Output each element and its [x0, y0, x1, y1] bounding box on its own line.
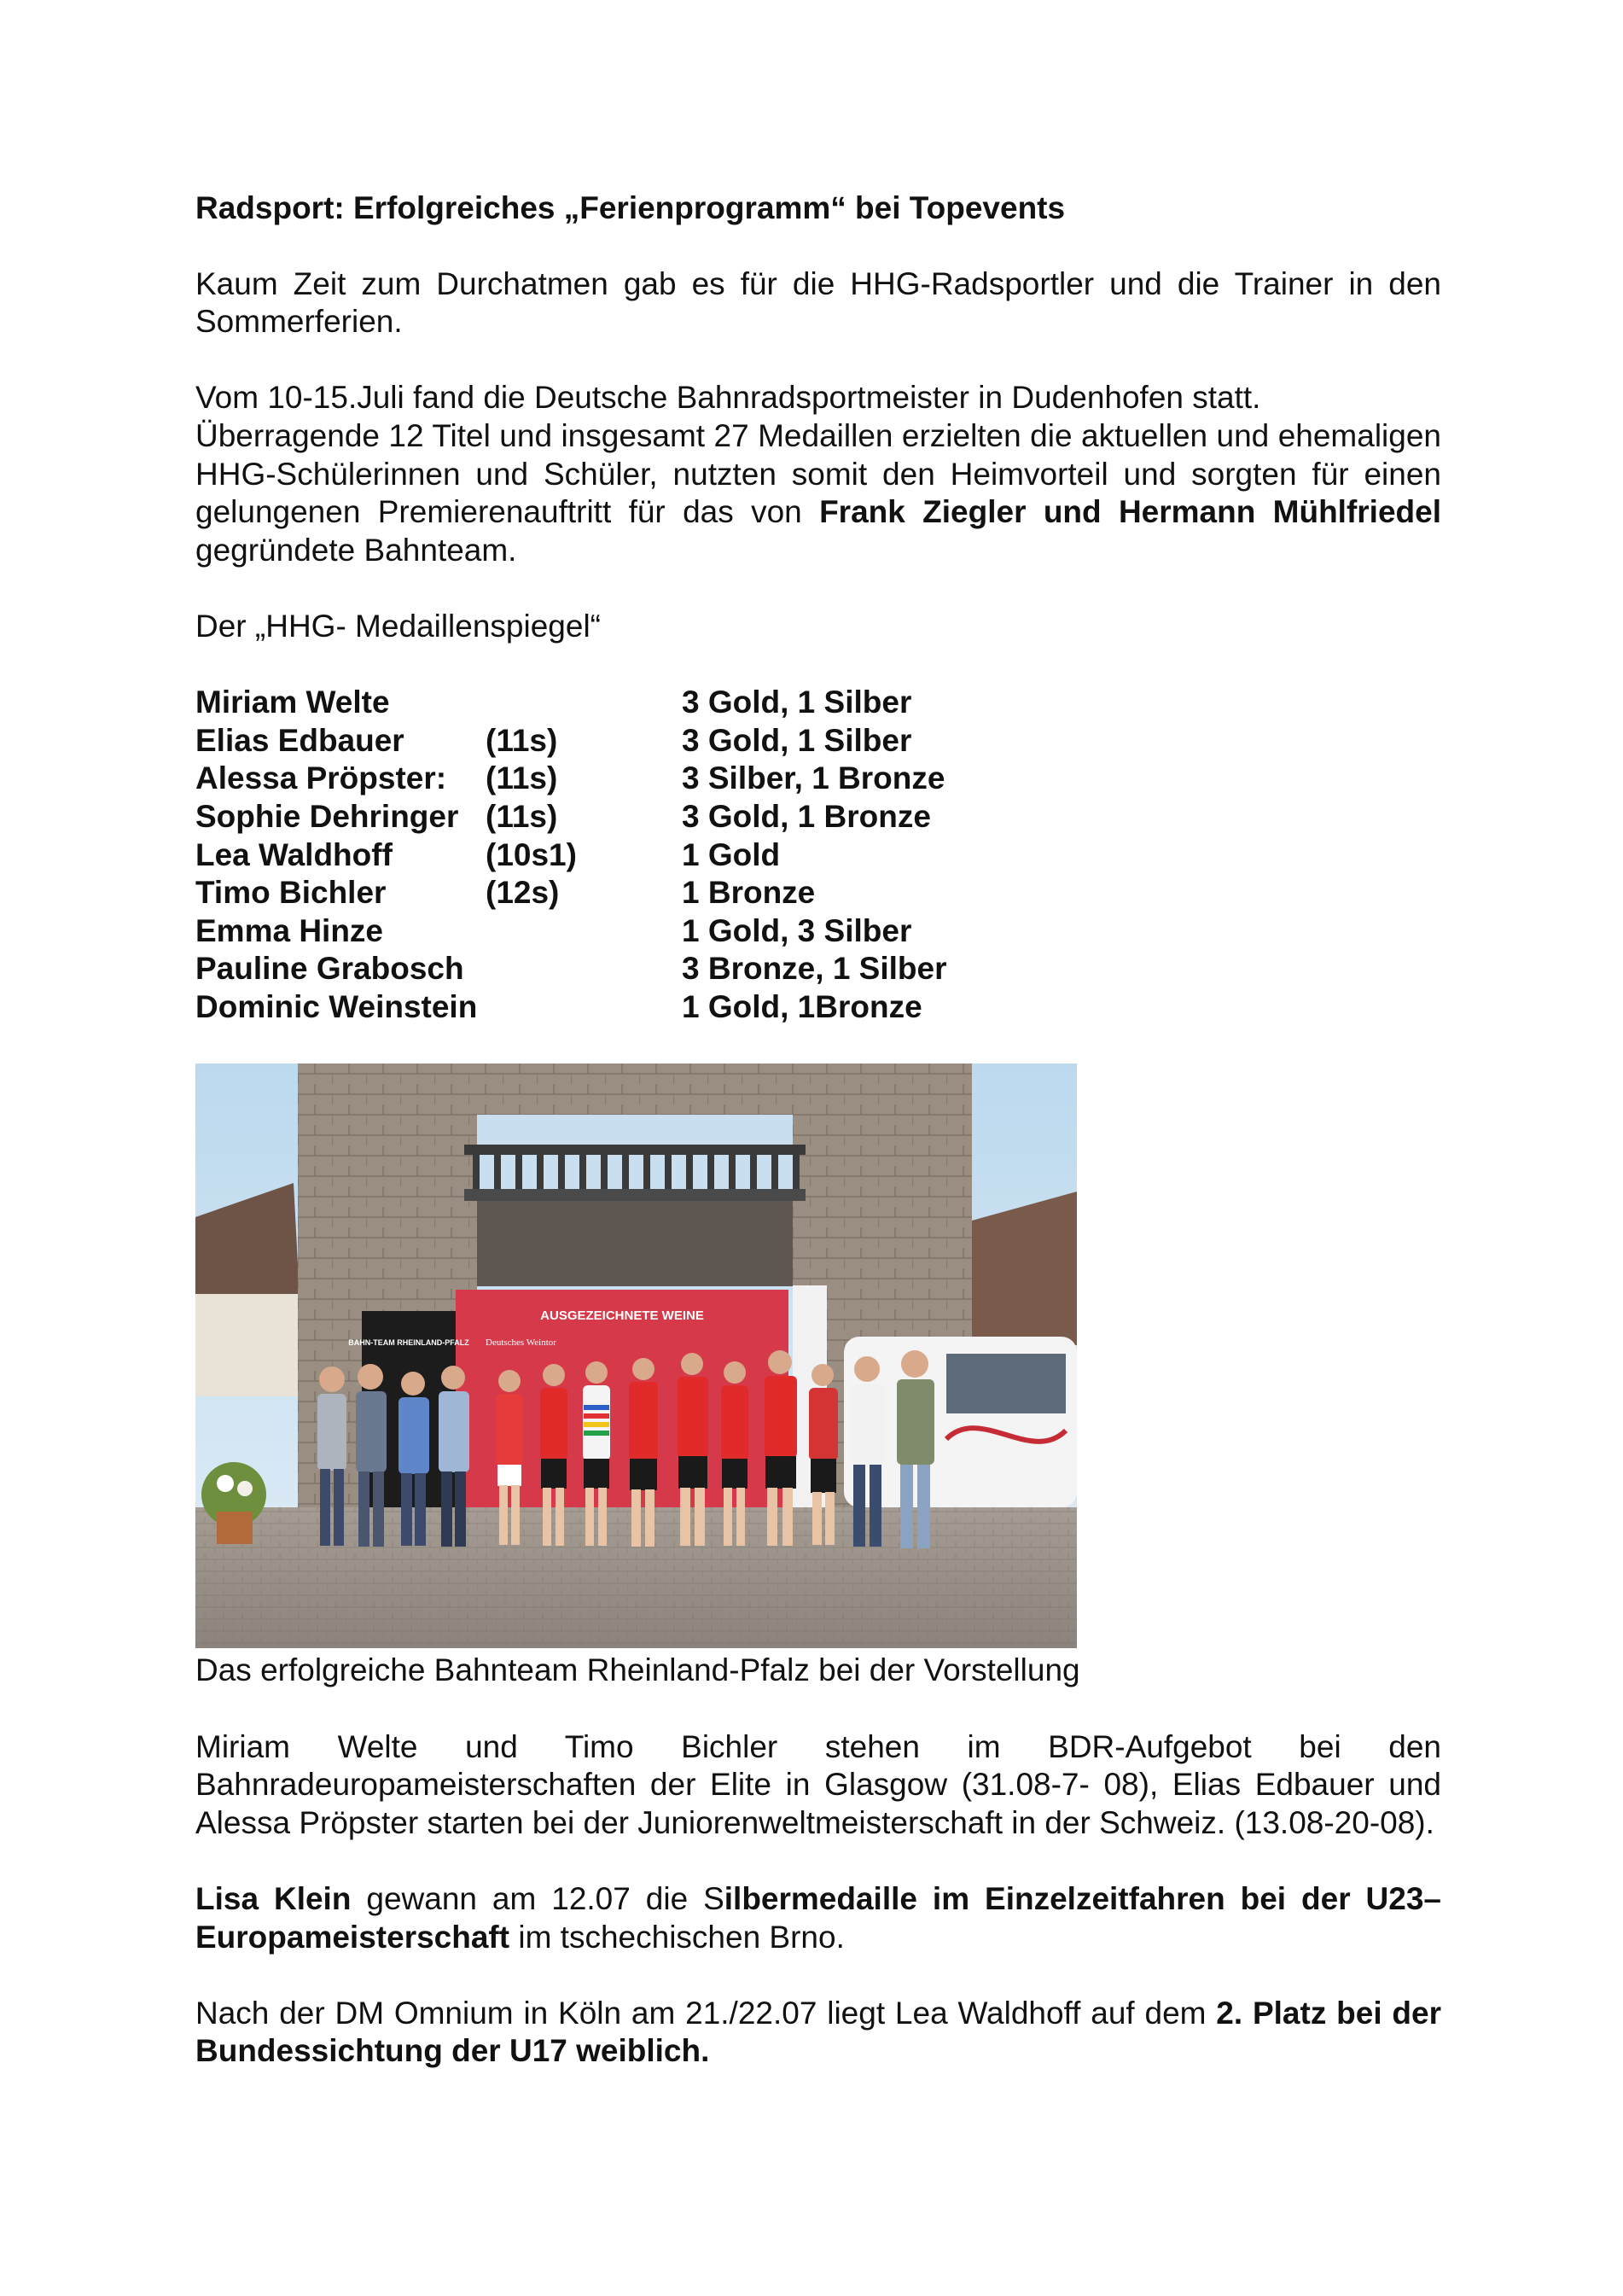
intro-paragraph: Kaum Zeit zum Durchatmen gab es für die HHG-Radsportler und die Trainer in den Sommerferien.	[195, 265, 1441, 340]
klein-text-a: gewann am 12.07 die S	[351, 1881, 724, 1917]
medal-result: 3 Gold, 1 Silber	[682, 685, 912, 720]
waldhoff-ranking: 2. Platz bei der Bundessichtung der U17 weiblich.	[195, 1995, 1441, 2069]
dm-first-line: Vom 10-15.Juli fand die Deutsche Bahnradsportmeister in Dudenhofen statt.	[195, 380, 1261, 416]
article	[195, 189, 1441, 2071]
athlete-name: Emma Hinze	[195, 912, 384, 948]
flower-pot	[217, 1512, 253, 1544]
left-house	[195, 1294, 302, 1396]
athlete-class	[486, 912, 682, 951]
em-paragraph: Miriam Welte und Timo Bichler stehen im BDR-Aufgebot bei den Bahnradeuropameisterschaften der Elite in Glasgow (31.08-7- 08), Elias Edbauer und Alessa Pröpster starten bei der Juniorenweltmeisterschaft in der Schweiz. (13.08-20-08).	[195, 1728, 1441, 1840]
dm-paragraph	[195, 417, 1441, 569]
athlete-class: (10s1)	[486, 836, 577, 872]
athlete-name: Lea Waldhoff	[195, 836, 393, 872]
athlete-class: (11s)	[486, 722, 558, 758]
medal-row	[195, 874, 1441, 912]
medal-result: 1 Gold, 1Bronze	[682, 988, 922, 1024]
athlete-name: Pauline Grabosch	[195, 951, 464, 987]
dm-text-a: Überragende 12 Titel und insgesamt 27 Medaillen erzielten die aktuellen und ehemaligen HHG-Schülerinnen und Schüler, nutzten somit den Heimvorteil und sorgten für einen gelungenen Premierenauftritt für das von	[195, 417, 1441, 530]
medal-row	[195, 912, 1441, 951]
dm-text-b: gegründete Bahnteam.	[195, 532, 517, 568]
photo-caption: Das erfolgreiche Bahnteam Rheinland-Pfalz bei der Vorstellung	[195, 1652, 1080, 1688]
team-photo	[195, 1064, 1077, 1648]
medal-heading: Der „HHG- Medaillenspiegel“	[195, 608, 601, 644]
athlete-class: (11s)	[486, 798, 558, 834]
balcony-base	[464, 1189, 806, 1201]
medal-result: 3 Silber, 1 Bronze	[682, 760, 945, 796]
medal-table	[195, 684, 1441, 1026]
medal-row	[195, 684, 1441, 722]
klein-medal: ilbermedaille im Einzelzeitfahren bei der U23–Europameisterschaft	[195, 1881, 1441, 1955]
athlete-name: Elias Edbauer	[195, 722, 404, 758]
athlete-name: Alessa Pröpster:	[195, 760, 447, 796]
balcony-rail	[464, 1145, 806, 1155]
medal-result: 1 Gold	[682, 836, 781, 872]
medal-result: 3 Gold, 1 Bronze	[682, 798, 931, 834]
athlete-class	[486, 950, 682, 988]
medal-result: 1 Gold, 3 Silber	[682, 912, 912, 948]
athlete-class	[486, 684, 682, 722]
athlete-class: (12s)	[486, 875, 560, 911]
klein-name: Lisa Klein	[195, 1881, 352, 1917]
waldhoff-paragraph	[195, 1995, 1441, 2071]
medal-row	[195, 798, 1441, 836]
athlete-name: Timo Bichler	[195, 875, 387, 911]
dm-trainers: Frank Ziegler und Hermann Mühlfriedel	[819, 494, 1442, 530]
medal-result: 3 Bronze, 1 Silber	[682, 951, 947, 987]
athlete-name: Dominic Weinstein	[195, 988, 478, 1024]
article-title: Radsport: Erfolgreiches „Ferienprogramm“ bei Topevents	[195, 190, 1066, 225]
athlete-class	[486, 988, 682, 1027]
wine-banner-brand: Deutsches Weintor	[486, 1337, 556, 1349]
medal-result: 1 Bronze	[682, 875, 816, 911]
medal-row	[195, 988, 1441, 1027]
team-banner-text: BAHN-TEAM RHEINLAND-PFALZ	[348, 1338, 469, 1348]
gate-beam	[477, 1201, 793, 1286]
medal-row	[195, 950, 1441, 988]
klein-paragraph	[195, 1880, 1441, 1956]
medal-row	[195, 722, 1441, 760]
athlete-name: Sophie Dehringer	[195, 798, 459, 834]
waldhoff-text-a: Nach der DM Omnium in Köln am 21./22.07 liegt Lea Waldhoff auf dem	[195, 1995, 1217, 2031]
athlete-class: (11s)	[486, 760, 558, 796]
medal-row	[195, 760, 1441, 798]
athlete-name: Miriam Welte	[195, 685, 390, 720]
medal-row	[195, 836, 1441, 875]
medal-result: 3 Gold, 1 Silber	[682, 722, 912, 758]
wine-banner-text: AUSGEZEICHNETE WEINE	[540, 1308, 704, 1324]
van-window	[946, 1354, 1066, 1413]
klein-text-b: im tschechischen Brno.	[509, 1919, 845, 1955]
